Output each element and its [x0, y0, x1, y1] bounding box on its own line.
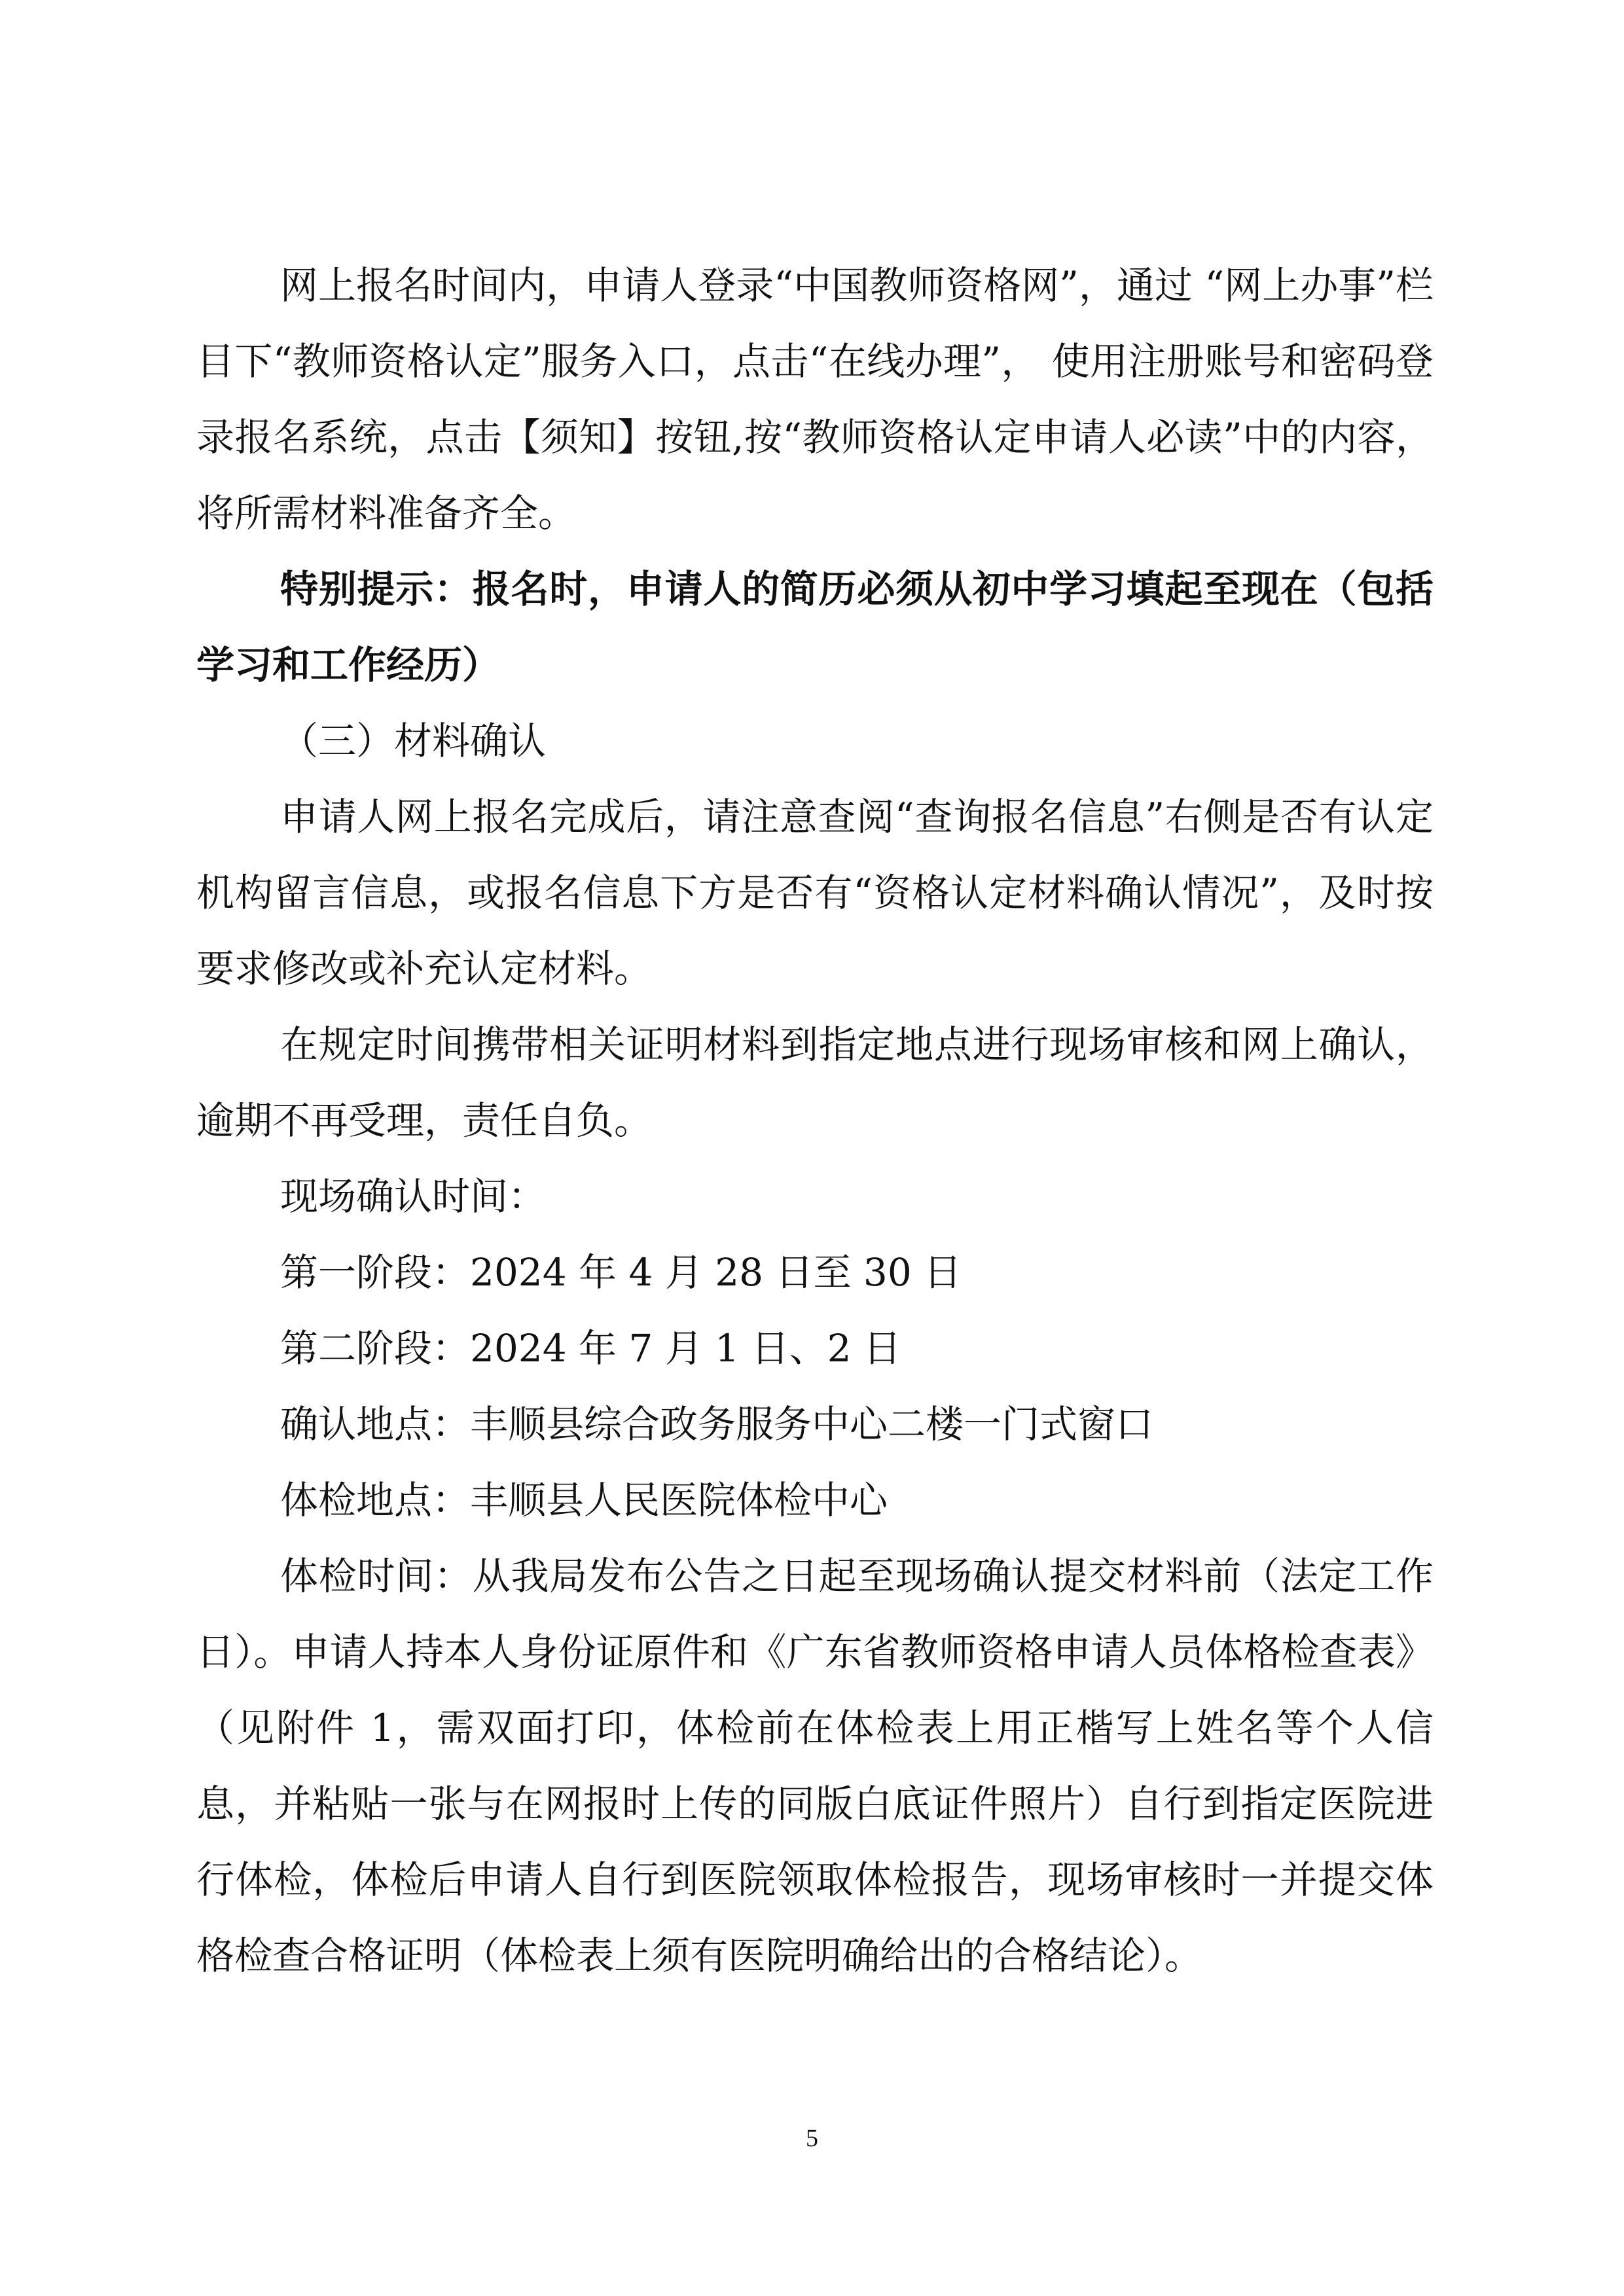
special-notice: 特别提示：报名时，申请人的简历必须从初中学习填起至现在（包括学习和工作经历） — [196, 567, 1434, 687]
paragraph-onsite-review: 在规定时间携带相关证明材料到指定地点进行现场审核和网上确认，逾期不再受理，责任自负。 — [196, 1022, 1434, 1143]
confirm-time-label: 现场确认时间： — [280, 1174, 547, 1219]
page-number: 5 — [806, 2125, 818, 2152]
confirm-location: 确认地点：丰顺县综合政务服务中心二楼一门式窗口 — [280, 1402, 1154, 1446]
paragraph-after-registration: 申请人网上报名完成后，请注意查阅“查询报名信息”右侧是否有认定机构留言信息，或报名信息下方是否有“资格认定材料确认情况”，及时按要求修改或补充认定材料。 — [196, 795, 1434, 991]
section-heading-material-confirmation: （三）材料确认 — [280, 719, 547, 763]
paragraph-exam-time: 体检时间：从我局发布公告之日起至现场确认提交材料前（法定工作日）。申请人持本人身份证原件和《广东省教师资格申请人员体格检查表》（见附件 1，需双面打印，体检前在体检表上用正楷写上姓名等个人信息，并粘贴一张与在网报时上传的同版白底证件照片）自行到指定医院进行体检，体检后申请人自行到医院领取体检报告，现场审核时一并提交体格检查合格证明（体检表上须有医院明确给出的合格结论）。 — [196, 1554, 1434, 1978]
exam-location: 体检地点：丰顺县人民医院体检中心 — [280, 1478, 888, 1522]
paragraph-online-registration: 网上报名时间内，申请人登录“中国教师资格网”，通过 “网上办事”栏目下“教师资格认定”服务入口，点击“在线办理”， 使用注册账号和密码登录报名系统，点击【须知】按钮,按“教师资格认定申请人必读”中的内容，将所需材料准备齐全。 — [196, 263, 1434, 535]
phase-one-dates: 第一阶段：2024 年 4 月 28 日至 30 日 — [280, 1250, 962, 1295]
phase-two-dates: 第二阶段：2024 年 7 月 1 日、2 日 — [280, 1326, 901, 1371]
